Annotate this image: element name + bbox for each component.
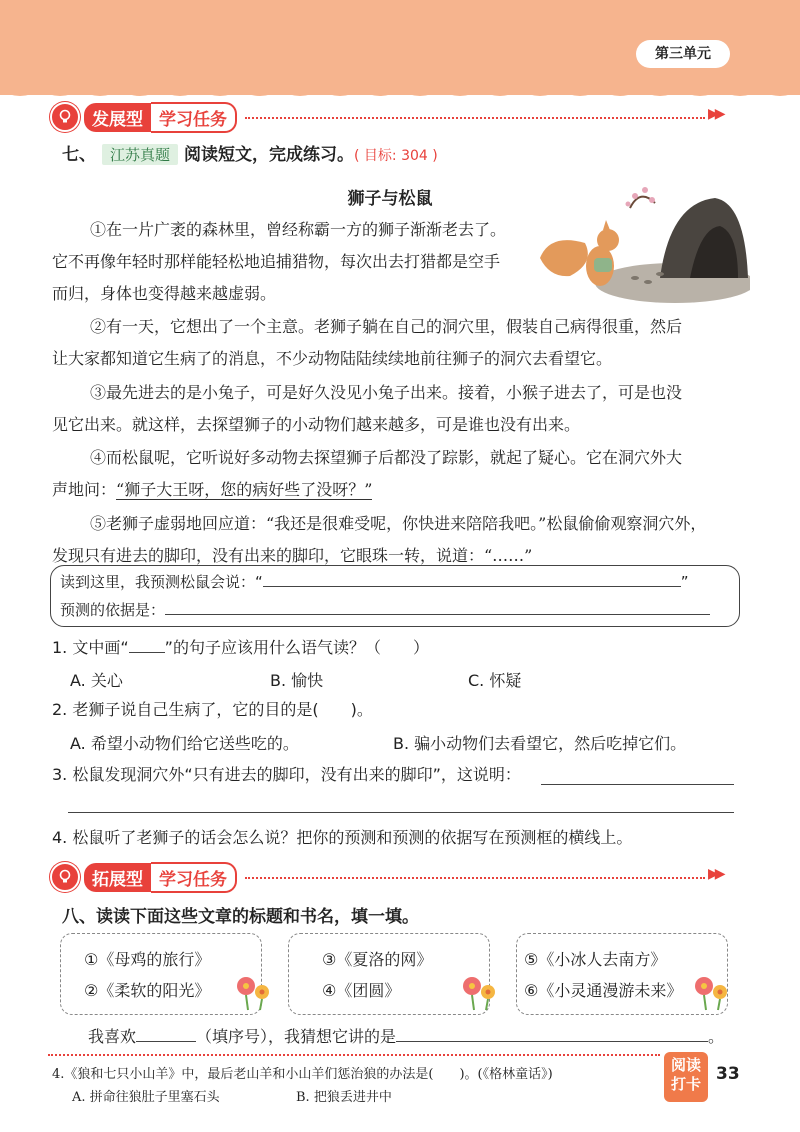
source-tag: 江苏真题 [102,144,178,165]
story-title: 狮子与松鼠 [347,189,433,209]
para3-line1: ③最先进去的是小兔子，可是好久没见小兔子出来。接着，小猴子进去了，可是也没 [90,383,683,402]
book-3: ③《夏洛的网》 [322,950,433,969]
banner-name: 拓展型 [84,863,151,892]
flower-icon [690,972,730,1012]
footer-option-b[interactable]: B. 把狼丢进井中 [296,1090,392,1105]
banner-arrows-icon: ▶▶ [708,866,722,882]
flower-icon [232,972,272,1012]
question-3: 3. 松鼠发现洞穴外“只有进去的脚印，没有出来的脚印”，这说明： [52,765,521,784]
fill-number-blank[interactable] [136,1041,196,1042]
task-banner-expand [50,862,237,892]
checkin-line1: 阅读 [670,1056,701,1074]
footer-dotline [48,1054,660,1056]
book-5: ⑤《小冰人去南方》 [524,950,667,969]
book-1: ①《母鸡的旅行》 [84,950,211,969]
book-2: ②《柔软的阳光》 [84,981,211,1000]
prediction-label: 读到这里，我预测松鼠会说：“ [60,573,263,591]
fill-sentence [88,1024,724,1047]
section-number: 七、 [62,145,96,165]
prediction-close-quote: ” [680,573,689,591]
basis-blank[interactable] [165,614,710,615]
para1-line1: ①在一片广袤的森林里，曾经称霸一方的狮子渐渐老去了。 [90,220,507,239]
q1-prefix: 1. 文中画“ [52,638,129,657]
question-4: 4. 松鼠听了老狮子的话会怎么说？把你的预测和预测的依据写在预测框的横线上。 [52,828,633,847]
prediction-line1 [60,571,689,592]
q1-underline-sample [129,652,165,653]
q3-blank-2[interactable] [68,812,734,813]
fill-end: 。 [708,1027,725,1046]
banner-name: 发展型 [84,103,151,132]
section-title [62,140,438,165]
squirrel-cave-illustration [540,178,750,303]
prediction-blank[interactable] [263,586,681,587]
para5-line2: 发现只有进去的脚印，没有出来的脚印，它眼珠一转，说道：“……” [52,546,533,565]
para2-line1: ②有一天，它想出了一个主意。老狮子躺在自己的洞穴里，假装自己病得很重，然后 [90,317,683,336]
unit-badge: 第三单元 [636,40,730,68]
section8-title: 八、读读下面这些文章的标题和书名，填一填。 [62,907,419,927]
para4-line1: ④而松鼠呢，它听说好多动物去探望狮子后都没了踪影，就起了疑心。它在洞穴外大 [90,448,683,467]
reading-checkin-badge [664,1052,708,1102]
para4-prefix: 声地问： [52,480,117,499]
q1-option-b[interactable]: B. 愉快 [270,671,324,690]
task-banner-develop [50,102,237,132]
checkin-line2: 打卡 [670,1075,701,1093]
banner-arrows-icon: ▶▶ [708,106,722,122]
q1-option-c[interactable]: C. 怀疑 [468,671,522,690]
fill-guess-blank[interactable] [396,1041,708,1042]
q3-blank-1[interactable] [541,784,734,785]
q1-option-a[interactable]: A. 关心 [70,671,123,690]
footer-option-a[interactable]: A. 拼命往狼肚子里塞石头 [72,1090,220,1105]
para1-line2: 它不再像年轻时那样能轻松地追捕猎物，每次出去打猎都是空手 [52,252,501,271]
lightbulb-icon [50,862,80,892]
q2-option-b[interactable]: B. 骗小动物们去看望它，然后吃掉它们。 [393,734,687,753]
question-2: 2. 老狮子说自己生病了，它的目的是( )。 [52,700,373,719]
banner-suffix: 学习任务 [151,862,237,893]
question-1 [52,636,429,660]
banner-dotline [245,117,705,119]
page-number: 33 [716,1064,740,1084]
lightbulb-icon [50,102,80,132]
fill-prefix: 我喜欢 [88,1027,137,1046]
para1-line3: 而归，身体也变得越来越虚弱。 [52,284,277,303]
fill-middle: （填序号），我猜想它讲的是 [196,1027,397,1046]
para2-line2: 让大家都知道它生病了的消息，不少动物陆陆续续地前往狮子的洞穴去看望它。 [52,349,613,368]
prediction-line2 [60,599,710,620]
q2-option-a[interactable]: A. 希望小动物们给它送些吃的。 [70,734,299,753]
para4-line2 [52,474,372,505]
flower-icon [458,972,498,1012]
book-4: ④《团圆》 [322,981,401,1000]
book-6: ⑥《小灵通漫游未来》 [524,981,683,1000]
instruction: 阅读短文，完成练习。 [184,145,355,165]
banner-suffix: 学习任务 [151,102,237,133]
banner-dotline [245,877,705,879]
basis-label: 预测的依据是： [60,601,166,619]
para5-line1: ⑤老狮子虚弱地回应道：“我还是很难受呢，你快进来陪陪我吧。”松鼠偷偷观察洞穴外， [90,514,707,533]
underlined-quote: “狮子大王呀，您的病好些了没呀？” [116,480,373,499]
q1-suffix: ”的句子应该用什么语气读？（ ） [164,638,429,657]
goal-label: ( 目标: 304 ) [354,148,438,164]
footer-question: 4.《狼和七只小山羊》中，最后老山羊和小山羊们惩治狼的办法是( )。(《格林童话》) [52,1067,553,1082]
para3-line2: 见它出来。就这样，去探望狮子的小动物们越来越多，可是谁也没有出来。 [52,415,581,434]
